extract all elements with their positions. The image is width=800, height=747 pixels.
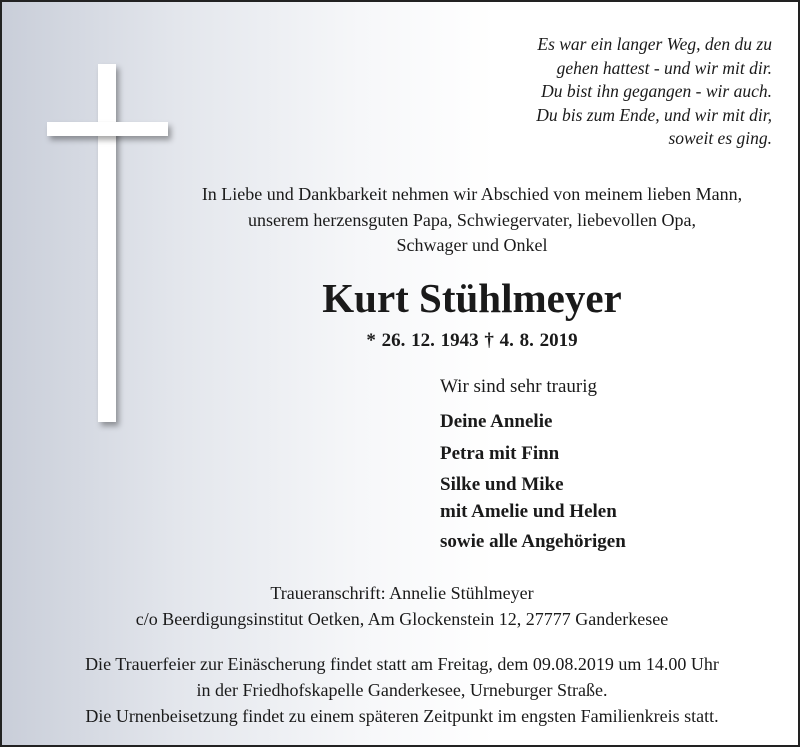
ceremony-line: Die Trauerfeier zur Einäscherung findet statt am Freitag, dem 09.08.2019 um 14.00 Uhr [85, 654, 719, 674]
address-line: c/o Beerdigungsinstitut Oetken, Am Glockenstein 12, 27777 Ganderkesee [135, 609, 669, 629]
poem [536, 33, 772, 151]
mourners-block [440, 375, 626, 559]
ceremony-line: in der Friedhofskapelle Ganderkesee, Urneburger Straße. [196, 680, 608, 700]
address-line: Traueranschrift: Annelie Stühlmeyer [270, 583, 534, 603]
intro-line: Schwager und Onkel [396, 235, 548, 255]
mourner-name: Silke und Mike [440, 474, 564, 495]
mourner-name: Petra mit Finn [440, 443, 560, 464]
poem-line: Es war ein langer Weg, den du zu [537, 34, 772, 54]
ceremony-info [2, 651, 800, 729]
life-dates: * 26. 12. 1943 † 4. 8. 2019 [366, 330, 578, 351]
ceremony-line: Die Urnenbeisetzung findet zu einem späteren Zeitpunkt im engsten Familienkreis statt. [85, 706, 719, 726]
mourner-name: sowie alle Angehörigen [440, 531, 626, 552]
intro-line: In Liebe und Dankbarkeit nehmen wir Abschied von meinem lieben Mann, [201, 184, 743, 204]
intro-line: unserem herzensguten Papa, Schwiegervater, liebevollen Opa, [247, 209, 697, 230]
deceased-name: Kurt Stühlmeyer [322, 275, 622, 321]
mourning-address [2, 580, 800, 632]
cross-horizontal-beam [47, 122, 168, 136]
mourners-lead: Wir sind sehr traurig [440, 376, 598, 397]
mourner-name: Deine Annelie [440, 411, 553, 432]
poem-line: Du bis zum Ende, und wir mit dir, [536, 104, 772, 125]
mourner-name: mit Amelie und Helen [440, 501, 617, 522]
poem-line: soweit es ging. [668, 128, 772, 148]
intro-text [152, 182, 792, 259]
cross-vertical-beam [98, 64, 116, 422]
poem-line: Du bist ihn gegangen - wir auch. [541, 81, 772, 101]
poem-line: gehen hattest - und wir mit dir. [556, 57, 772, 78]
